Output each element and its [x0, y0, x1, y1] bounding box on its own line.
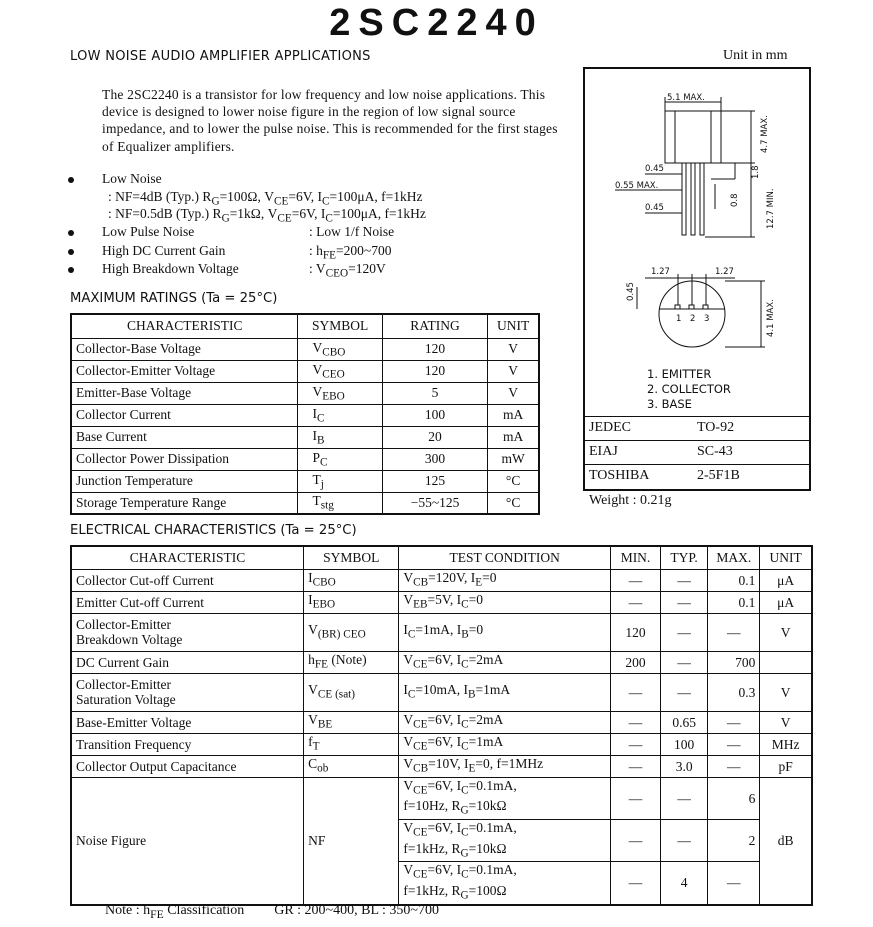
unit-note: Unit in mm [723, 48, 788, 63]
pin-label: 3. BASE [647, 397, 692, 411]
characteristic-cell: Base-Emitter Voltage [71, 711, 304, 733]
rating-cell: 120 [382, 338, 487, 360]
dim-width: 5.1 MAX. [667, 93, 705, 103]
col-header: SYMBOL [298, 314, 382, 338]
min-cell: — [610, 711, 660, 733]
unit-cell: mW [488, 448, 539, 470]
symbol-cell: NF [304, 777, 399, 905]
condition-cell: $V_{CE}=6V$, $I_C=2mA$ [399, 651, 611, 673]
dim-height: 4.7 MAX. [760, 115, 770, 153]
min-cell: — [610, 819, 660, 861]
table-row [71, 382, 539, 404]
symbol-cell: $I_B$ [298, 426, 382, 448]
col-header: SYMBOL [304, 546, 399, 569]
dim-diameter: 4.1 MAX. [766, 299, 776, 337]
characteristic-cell: Collector Output Capacitance [71, 755, 304, 777]
unit-cell: V [760, 613, 812, 651]
table-row [71, 426, 539, 448]
pin-number: 2 [690, 314, 696, 324]
rating-cell: 5 [382, 382, 487, 404]
col-header: CHARACTERISTIC [71, 314, 298, 338]
characteristic-cell: Collector-Emitter Breakdown Voltage [71, 613, 304, 651]
package-drawing [585, 69, 809, 359]
unit-cell: V [760, 673, 812, 711]
characteristic-cell: Base Current [71, 426, 298, 448]
condition-cell: $V_{CE}=6V$, $I_C=1mA$ [399, 733, 611, 755]
feature-breakdown: High Breakdown Voltage : $V_{CEO}=120V$ [102, 261, 239, 277]
table-row [71, 733, 812, 755]
rating-cell: −55~125 [382, 492, 487, 514]
typ-cell: — [661, 569, 708, 591]
characteristic-cell: Storage Temperature Range [71, 492, 298, 514]
symbol-cell: $C_{ob}$ [304, 755, 399, 777]
unit-cell: V [488, 382, 539, 404]
symbol-cell: $T_{stg}$ [298, 492, 382, 514]
max-cell: — [708, 613, 760, 651]
rating-cell: 300 [382, 448, 487, 470]
symbol-cell: $I_{CBO}$ [304, 569, 399, 591]
col-header: MAX. [708, 546, 760, 569]
feature-low-noise: Low Noise [102, 171, 162, 187]
pin-legend [647, 367, 731, 412]
rating-cell: 20 [382, 426, 487, 448]
condition-cell: $I_C=1mA$, $I_B=0$ [399, 613, 611, 651]
characteristic-cell: Collector-Emitter Voltage [71, 360, 298, 382]
min-cell: — [610, 673, 660, 711]
table-row [71, 404, 539, 426]
min-cell: — [610, 777, 660, 819]
characteristic-cell: Collector Power Dissipation [71, 448, 298, 470]
dim-pitch2: 1.27 [715, 267, 734, 277]
pin-label: 1. EMITTER [647, 367, 712, 381]
dim-lead-length: 12.7 MIN. [766, 188, 776, 229]
symbol-cell: $T_j$ [298, 470, 382, 492]
package-row-jedec: JEDEC TO-92 [585, 416, 809, 440]
max-cell: 0.1 [708, 591, 760, 613]
condition-cell: $V_{CE}=6V$, $I_C=0.1mA$, f=10Hz, $R_G=10k\Omega$ [399, 777, 611, 819]
table-row [71, 651, 812, 673]
min-cell: 120 [610, 613, 660, 651]
symbol-cell: $V_{EBO}$ [298, 382, 382, 404]
col-header: RATING [382, 314, 487, 338]
max-cell: 0.1 [708, 569, 760, 591]
typ-cell: 3.0 [661, 755, 708, 777]
package-row-toshiba: TOSHIBA 2-5F1B [585, 464, 809, 488]
rating-cell: 100 [382, 404, 487, 426]
symbol-cell: $P_C$ [298, 448, 382, 470]
characteristic-cell: Collector Current [71, 404, 298, 426]
min-cell: 200 [610, 651, 660, 673]
condition-cell: $V_{CE}=6V$, $I_C=2mA$ [399, 711, 611, 733]
symbol-cell: $V_{CBO}$ [298, 338, 382, 360]
table-row [71, 569, 812, 591]
unit-cell: mA [488, 426, 539, 448]
bullet-icon [68, 230, 74, 236]
condition-cell: $V_{CE}=6V$, $I_C=0.1mA$, f=1kHz, $R_G=100\Omega$ [399, 862, 611, 905]
table-row [71, 777, 812, 819]
unit-cell: V [488, 338, 539, 360]
symbol-cell: $V_{(BR) CEO}$ [304, 613, 399, 651]
description: The 2SC2240 is a transistor for low frequency and low noise applications. This device is designed to lower noise figure in the region of low signal source impedance, and to lower the pulse noise. This is recommended for the first stages of Equalizer amplifiers. [102, 87, 558, 154]
dim-lead-045b: 0.45 [645, 203, 664, 213]
dim-18: 1.8 [751, 165, 761, 179]
typ-cell: 100 [661, 733, 708, 755]
dim-lead-045a: 0.45 [645, 164, 664, 174]
table-row [71, 470, 539, 492]
max-cell: 700 [708, 651, 760, 673]
package-box [583, 67, 811, 491]
condition-cell: $V_{EB}=5V$, $I_C=0$ [399, 591, 611, 613]
dim-08: 0.8 [730, 193, 740, 207]
symbol-cell: $h_{FE}$ (Note) [304, 651, 399, 673]
table-row [71, 360, 539, 382]
symbol-cell: $V_{CEO}$ [298, 360, 382, 382]
subtitle: LOW NOISE AUDIO AMPLIFIER APPLICATIONS [70, 49, 371, 64]
unit-cell: MHz [760, 733, 812, 755]
min-cell: — [610, 862, 660, 905]
max-ratings-title: MAXIMUM RATINGS (Ta = 25°C) [70, 291, 278, 306]
electrical-table [70, 545, 813, 906]
table-header-row [71, 546, 812, 569]
unit-cell: °C [488, 492, 539, 514]
table-row [71, 492, 539, 514]
dim-pitch1: 1.27 [651, 267, 670, 277]
unit-cell: mA [488, 404, 539, 426]
table-row [71, 613, 812, 651]
characteristic-cell: Junction Temperature [71, 470, 298, 492]
max-cell: 2 [708, 819, 760, 861]
typ-cell: — [661, 777, 708, 819]
symbol-cell: $V_{BE}$ [304, 711, 399, 733]
symbol-cell: $f_T$ [304, 733, 399, 755]
characteristic-cell: Transition Frequency [71, 733, 304, 755]
bullet-icon [68, 267, 74, 273]
table-header-row [71, 314, 539, 338]
col-header: UNIT [760, 546, 812, 569]
max-cell: — [708, 755, 760, 777]
condition-cell: $V_{CB}=10V$, $I_E=0$, f=1MHz [399, 755, 611, 777]
package-row-eiaj: EIAJ SC-43 [585, 440, 809, 464]
package-code-table [585, 416, 809, 488]
characteristic-cell: Collector-Base Voltage [71, 338, 298, 360]
unit-cell: °C [488, 470, 539, 492]
condition-cell: $V_{CE}=6V$, $I_C=0.1mA$, f=1kHz, $R_G=10k\Omega$ [399, 819, 611, 861]
characteristic-cell: Emitter-Base Voltage [71, 382, 298, 404]
table-row [71, 448, 539, 470]
package-body-side [665, 111, 721, 163]
col-header: TEST CONDITION [399, 546, 611, 569]
bullet-icon [68, 177, 74, 183]
characteristic-cell: Collector-Emitter Saturation Voltage [71, 673, 304, 711]
table-row [71, 591, 812, 613]
unit-cell: μA [760, 591, 812, 613]
max-cell: 0.3 [708, 673, 760, 711]
feature-nf-line1: : NF=4dB (Typ.) $R_G=100\Omega$, $V_{CE}=6V$, $I_C=100\mu A$, f=1kHz [108, 189, 423, 208]
table-row [71, 755, 812, 777]
hfe-note: Note : $h_{FE}$ Classification GR : 200~400, BL : 350~700 [105, 903, 439, 921]
max-cell: — [708, 711, 760, 733]
dim-lead-055: 0.55 MAX. [615, 181, 659, 191]
min-cell: — [610, 755, 660, 777]
symbol-cell: $I_{EBO}$ [304, 591, 399, 613]
unit-cell [760, 651, 812, 673]
feature-dc-gain: High DC Current Gain : $h_{FE}=200\sim 700$ [102, 243, 225, 259]
table-row [71, 338, 539, 360]
unit-cell: pF [760, 755, 812, 777]
min-cell: — [610, 591, 660, 613]
characteristic-cell: Collector Cut-off Current [71, 569, 304, 591]
condition-cell: $I_C=10mA$, $I_B=1mA$ [399, 673, 611, 711]
typ-cell: — [661, 651, 708, 673]
unit-cell: μA [760, 569, 812, 591]
rating-cell: 125 [382, 470, 487, 492]
unit-cell: V [760, 711, 812, 733]
weight-label: Weight : 0.21g [589, 493, 672, 508]
table-row [71, 711, 812, 733]
page-title: 2SC2240 [329, 2, 544, 44]
characteristic-cell: Noise Figure [71, 777, 304, 905]
typ-cell: — [661, 819, 708, 861]
max-cell: 6 [708, 777, 760, 819]
symbol-cell: $I_C$ [298, 404, 382, 426]
characteristic-cell: DC Current Gain [71, 651, 304, 673]
typ-cell: — [661, 613, 708, 651]
feature-pulse-noise: Low Pulse Noise : Low 1/f Noise [102, 224, 194, 240]
pin-number: 3 [704, 314, 710, 324]
pin-label: 2. COLLECTOR [647, 382, 731, 396]
max-cell: — [708, 862, 760, 905]
unit-cell: dB [760, 777, 812, 905]
unit-cell: V [488, 360, 539, 382]
col-header: MIN. [610, 546, 660, 569]
feature-nf-line2: : NF=0.5dB (Typ.) $R_G=1k\Omega$, $V_{CE}=6V$, $I_C=100\mu A$, f=1kHz [108, 206, 426, 225]
typ-cell: 4 [661, 862, 708, 905]
condition-cell: $V_{CB}=120V$, $I_E=0$ [399, 569, 611, 591]
max-ratings-table [70, 313, 540, 515]
pin-number: 1 [676, 314, 682, 324]
col-header: UNIT [488, 314, 539, 338]
symbol-cell: $V_{CE (sat)}$ [304, 673, 399, 711]
dim-bottom-045: 0.45 [626, 282, 636, 301]
electrical-title: ELECTRICAL CHARACTERISTICS (Ta = 25°C) [70, 523, 357, 538]
rating-cell: 120 [382, 360, 487, 382]
max-cell: — [708, 733, 760, 755]
col-header: CHARACTERISTIC [71, 546, 304, 569]
min-cell: — [610, 569, 660, 591]
col-header: TYP. [661, 546, 708, 569]
bullet-icon [68, 249, 74, 255]
min-cell: — [610, 733, 660, 755]
typ-cell: — [661, 591, 708, 613]
typ-cell: — [661, 673, 708, 711]
table-row [71, 673, 812, 711]
characteristic-cell: Emitter Cut-off Current [71, 591, 304, 613]
typ-cell: 0.65 [661, 711, 708, 733]
